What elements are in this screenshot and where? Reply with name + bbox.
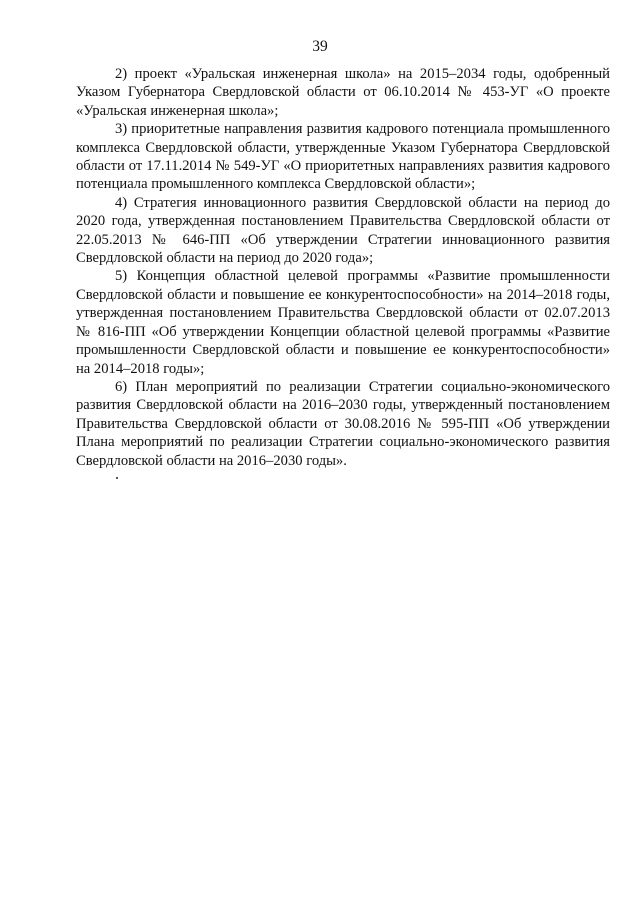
list-item: 5) Концепция областной целевой программы «Развитие промышленности Свердловской области и повышение ее конкурентоспособности» на 2014–2018 годы, утвержденная постановлением Правительства Свердловской области от 02.07.2013 № 816-ПП «Об утверждении Концепции областной целевой программы «Развитие промышленности Свердловской области и повышение ее конкурентоспособности» на 2014–2018 годы»;	[76, 268, 610, 377]
list-item: 3) приоритетные направления развития кадрового потенциала промышленного комплекса Свердловской области, утвержденные Указом Губернатора Свердловской области от 17.11.2014 № 549-УГ «О приоритетных направлениях развития кадрового потенциала промышленного комплекса Свердловской области»;	[76, 121, 610, 193]
list-item: 2) проект «Уральская инженерная школа» на 2015–2034 годы, одобренный Указом Губернатора Свердловской области от 06.10.2014 № 453-УГ «О проекте «Уральская инженерная школа»;	[76, 66, 610, 119]
list-item: 6) План мероприятий по реализации Стратегии социально-экономического развития Свердловской области на 2016–2030 годы, утвержденный постановлением Правительства Свердловской области от 30.08.2016 № 595-ПП «Об утверждении Плана мероприятий по реализации Стратегии социально-экономического развития Свердловской области на 2016–2030 годы».	[76, 378, 610, 469]
page-number: 39	[312, 38, 328, 55]
document-body	[76, 65, 610, 470]
scan-speck	[116, 477, 118, 479]
list-item: 4) Стратегия инновационного развития Свердловской области на период до 2020 года, утвержденная постановлением Правительства Свердловской области от 22.05.2013 № 646-ПП «Об утверждении Стратегии инновационного развития Свердловской области на период до 2020 года»;	[76, 194, 610, 267]
